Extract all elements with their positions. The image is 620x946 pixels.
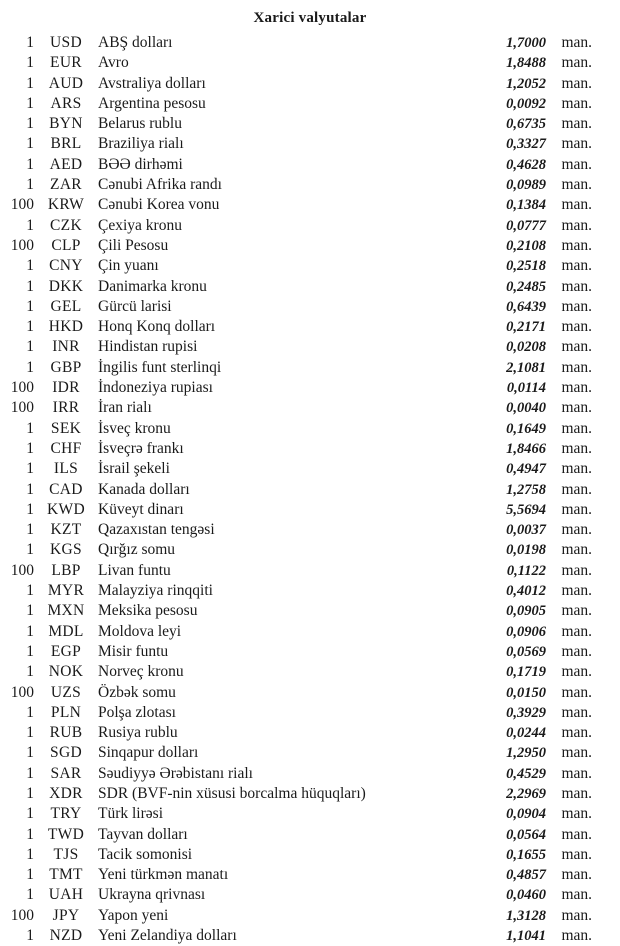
currency-name-cell: Honq Konq dolları bbox=[98, 318, 216, 336]
rate-cell: 0,0092 bbox=[506, 95, 546, 112]
currency-code-cell: KZT bbox=[50, 521, 82, 539]
currency-name-cell: BƏƏ dirhəmi bbox=[98, 155, 183, 173]
table-row bbox=[2, 317, 592, 337]
currency-name-cell: Çili Pesosu bbox=[98, 236, 169, 254]
table-row bbox=[2, 134, 592, 154]
currency-code-cell: NZD bbox=[49, 927, 83, 945]
table-row bbox=[2, 337, 592, 357]
currency-code-cell: TWD bbox=[47, 825, 85, 843]
quantity-cell: 1 bbox=[26, 866, 34, 884]
rate-cell: 0,0150 bbox=[506, 684, 546, 701]
currency-code-cell: INR bbox=[52, 338, 80, 356]
unit-cell: man. bbox=[561, 927, 592, 945]
currency-code-cell: CNY bbox=[49, 257, 83, 275]
table-row bbox=[2, 825, 592, 845]
quantity-cell: 1 bbox=[26, 74, 34, 92]
quantity-cell: 100 bbox=[10, 399, 34, 417]
currency-name-cell: Misir funtu bbox=[98, 642, 169, 660]
rate-cell: 1,7000 bbox=[506, 35, 546, 51]
currency-code-cell: ARS bbox=[50, 94, 82, 112]
currency-name-cell: İsrail şekeli bbox=[98, 460, 170, 478]
rate-cell: 1,2758 bbox=[506, 481, 546, 498]
currency-code-cell: SEK bbox=[50, 419, 82, 437]
unit-cell: man. bbox=[561, 805, 592, 823]
table-row bbox=[2, 480, 592, 500]
currency-code-cell: UAH bbox=[48, 886, 84, 904]
unit-cell: man. bbox=[561, 784, 592, 802]
currency-name-cell: Argentina pesosu bbox=[98, 94, 206, 112]
currency-code-cell: KWD bbox=[47, 500, 85, 518]
currency-code-cell: KRW bbox=[47, 196, 85, 214]
currency-code-cell: PLN bbox=[50, 703, 82, 721]
table-row bbox=[2, 642, 592, 662]
unit-cell: man. bbox=[561, 176, 592, 194]
quantity-cell: 1 bbox=[26, 439, 34, 457]
currency-code-cell: TMT bbox=[49, 866, 83, 884]
table-row bbox=[2, 926, 592, 946]
currency-code-cell: IDR bbox=[52, 379, 80, 397]
rate-cell: 0,4529 bbox=[506, 765, 546, 782]
currency-name-cell: Avstraliya dolları bbox=[98, 74, 206, 92]
currency-code-cell: GBP bbox=[50, 358, 82, 376]
currency-code-cell: AED bbox=[49, 155, 83, 173]
currency-code-cell: USD bbox=[50, 34, 82, 51]
table-row bbox=[2, 358, 592, 378]
rate-cell: 0,1649 bbox=[506, 420, 546, 437]
table-row bbox=[2, 683, 592, 703]
currency-name-cell: Belarus rublu bbox=[98, 115, 182, 133]
unit-cell: man. bbox=[561, 724, 592, 742]
currency-name-cell: Avro bbox=[98, 54, 129, 72]
table-row bbox=[2, 53, 592, 73]
currency-code-cell: CLP bbox=[51, 236, 81, 254]
table-row bbox=[2, 195, 592, 215]
rate-cell: 0,0040 bbox=[506, 400, 546, 417]
table-row bbox=[2, 94, 592, 114]
rate-cell: 2,1081 bbox=[506, 359, 546, 376]
currency-name-cell: Tacik somonisi bbox=[98, 845, 193, 863]
rate-cell: 1,8466 bbox=[506, 440, 546, 457]
currency-name-cell: İsveçrə frankı bbox=[98, 439, 184, 457]
currency-name-cell: Yeni türkmən manatı bbox=[98, 866, 229, 884]
quantity-cell: 1 bbox=[26, 602, 34, 620]
currency-name-cell: Norveç kronu bbox=[98, 663, 184, 681]
currency-code-cell: DKK bbox=[48, 277, 84, 295]
rate-cell: 0,3327 bbox=[506, 136, 546, 153]
quantity-cell: 1 bbox=[26, 419, 34, 437]
currency-name-cell: Küveyt dinarı bbox=[98, 500, 184, 518]
currency-name-cell: Yapon yeni bbox=[98, 906, 169, 924]
rate-cell: 0,4628 bbox=[506, 156, 546, 173]
table-row bbox=[2, 74, 592, 94]
quantity-cell: 1 bbox=[26, 886, 34, 904]
unit-cell: man. bbox=[561, 906, 592, 924]
quantity-cell: 1 bbox=[26, 135, 34, 153]
currency-code-cell: CAD bbox=[49, 480, 83, 498]
rate-cell: 0,0037 bbox=[506, 522, 546, 539]
unit-cell: man. bbox=[561, 642, 592, 660]
table-row bbox=[2, 155, 592, 175]
unit-cell: man. bbox=[561, 866, 592, 884]
currency-code-cell: BRL bbox=[50, 135, 82, 153]
currency-name-cell: Meksika pesosu bbox=[98, 602, 198, 620]
table-row bbox=[2, 277, 592, 297]
table-row bbox=[2, 723, 592, 743]
table-row bbox=[2, 439, 592, 459]
currency-name-cell: Qırğız somu bbox=[98, 541, 176, 559]
table-row bbox=[2, 500, 592, 520]
table-row bbox=[2, 622, 592, 642]
unit-cell: man. bbox=[561, 236, 592, 254]
quantity-cell: 1 bbox=[26, 318, 34, 336]
rate-cell: 0,4857 bbox=[506, 867, 546, 884]
quantity-cell: 1 bbox=[26, 784, 34, 802]
currency-name-cell: Rusiya rublu bbox=[98, 724, 178, 742]
unit-cell: man. bbox=[561, 622, 592, 640]
unit-cell: man. bbox=[561, 845, 592, 863]
unit-cell: man. bbox=[561, 602, 592, 620]
rate-cell: 0,0114 bbox=[506, 380, 546, 397]
currency-code-cell: MXN bbox=[47, 602, 85, 620]
currency-name-cell: Gürcü larisi bbox=[98, 297, 172, 315]
rate-cell: 0,0904 bbox=[506, 806, 546, 823]
unit-cell: man. bbox=[561, 135, 592, 153]
unit-cell: man. bbox=[561, 764, 592, 782]
currency-name-cell: Cənubi Korea vonu bbox=[98, 196, 220, 214]
unit-cell: man. bbox=[561, 500, 592, 518]
currency-name-cell: ABŞ dolları bbox=[98, 34, 173, 51]
table-row bbox=[2, 540, 592, 560]
rate-cell: 0,0198 bbox=[506, 542, 546, 559]
quantity-cell: 1 bbox=[26, 927, 34, 945]
currency-code-cell: EGP bbox=[50, 642, 82, 660]
table-row bbox=[2, 581, 592, 601]
quantity-cell: 100 bbox=[10, 906, 34, 924]
quantity-cell: 1 bbox=[26, 54, 34, 72]
rate-cell: 0,0564 bbox=[506, 826, 546, 843]
unit-cell: man. bbox=[561, 419, 592, 437]
currency-name-cell: İran rialı bbox=[98, 399, 152, 417]
quantity-cell: 1 bbox=[26, 825, 34, 843]
unit-cell: man. bbox=[561, 683, 592, 701]
currency-name-cell: Polşa zlotası bbox=[98, 703, 176, 721]
rate-cell: 0,6735 bbox=[506, 116, 546, 133]
table-row bbox=[2, 865, 592, 885]
quantity-cell: 1 bbox=[26, 582, 34, 600]
currency-code-cell: CHF bbox=[50, 439, 82, 457]
table-row bbox=[2, 784, 592, 804]
currency-code-cell: SAR bbox=[50, 764, 82, 782]
quantity-cell: 1 bbox=[26, 521, 34, 539]
unit-cell: man. bbox=[561, 74, 592, 92]
quantity-cell: 1 bbox=[26, 277, 34, 295]
currency-name-cell: İsveç kronu bbox=[98, 419, 171, 437]
quantity-cell: 1 bbox=[26, 115, 34, 133]
page-title: Xarici valyutalar bbox=[253, 10, 367, 26]
rate-cell: 0,0569 bbox=[506, 643, 546, 660]
rate-cell: 0,1384 bbox=[506, 197, 546, 214]
currency-code-cell: HKD bbox=[48, 318, 84, 336]
currency-code-cell: ZAR bbox=[50, 176, 82, 194]
quantity-cell: 1 bbox=[26, 764, 34, 782]
unit-cell: man. bbox=[561, 886, 592, 904]
currency-code-cell: CZK bbox=[50, 216, 82, 234]
table-row bbox=[2, 256, 592, 276]
table-row bbox=[2, 33, 592, 53]
quantity-cell: 1 bbox=[26, 703, 34, 721]
currency-code-cell: UZS bbox=[50, 683, 82, 701]
currency-name-cell: SDR (BVF-nin xüsusi borcalma hüquqları) bbox=[98, 784, 366, 802]
quantity-cell: 1 bbox=[26, 622, 34, 640]
table-row bbox=[2, 114, 592, 134]
table-row bbox=[2, 703, 592, 723]
rate-cell: 0,2108 bbox=[506, 237, 546, 254]
quantity-cell: 1 bbox=[26, 94, 34, 112]
rate-cell: 0,3929 bbox=[506, 704, 546, 721]
table-row bbox=[2, 743, 592, 763]
currency-name-cell: Çin yuanı bbox=[98, 257, 159, 275]
quantity-cell: 1 bbox=[26, 744, 34, 762]
quantity-cell: 1 bbox=[26, 845, 34, 863]
table-row bbox=[2, 175, 592, 195]
unit-cell: man. bbox=[561, 94, 592, 112]
currency-code-cell: MYR bbox=[47, 582, 85, 600]
currency-name-cell: Yeni Zelandiya dolları bbox=[98, 927, 237, 945]
table-row bbox=[2, 297, 592, 317]
currency-name-cell: Səudiyyə Ərəbistanı rialı bbox=[98, 764, 253, 782]
rate-cell: 0,0208 bbox=[506, 339, 546, 356]
quantity-cell: 1 bbox=[26, 724, 34, 742]
table-row bbox=[2, 378, 592, 398]
rate-cell: 0,0777 bbox=[506, 217, 546, 234]
rate-cell: 0,6439 bbox=[506, 298, 546, 315]
unit-cell: man. bbox=[561, 399, 592, 417]
quantity-cell: 1 bbox=[26, 460, 34, 478]
unit-cell: man. bbox=[561, 744, 592, 762]
currency-name-cell: İngilis funt sterlinqi bbox=[98, 358, 222, 376]
quantity-cell: 1 bbox=[26, 642, 34, 660]
currency-name-cell: Danimarka kronu bbox=[98, 277, 207, 295]
unit-cell: man. bbox=[561, 541, 592, 559]
quantity-cell: 1 bbox=[26, 297, 34, 315]
currency-name-cell: Ukrayna qrivnası bbox=[98, 886, 206, 904]
unit-cell: man. bbox=[561, 196, 592, 214]
currency-name-cell: Cənubi Afrika randı bbox=[98, 176, 222, 194]
quantity-cell: 100 bbox=[10, 379, 34, 397]
quantity-cell: 1 bbox=[26, 176, 34, 194]
table-row bbox=[2, 520, 592, 540]
currency-code-cell: MDL bbox=[48, 622, 84, 640]
currency-code-cell: ILS bbox=[53, 460, 79, 478]
currency-name-cell: Malayziya rinqqiti bbox=[98, 582, 213, 600]
rate-cell: 0,2485 bbox=[506, 278, 546, 295]
currency-code-cell: NOK bbox=[48, 663, 84, 681]
rate-cell: 0,1122 bbox=[506, 562, 546, 579]
currency-code-cell: GEL bbox=[50, 297, 82, 315]
currency-code-cell: AUD bbox=[48, 74, 84, 92]
unit-cell: man. bbox=[561, 257, 592, 275]
currency-name-cell: İndoneziya rupiası bbox=[98, 379, 213, 397]
quantity-cell: 1 bbox=[26, 216, 34, 234]
unit-cell: man. bbox=[561, 34, 592, 51]
currency-name-cell: Türk lirəsi bbox=[98, 805, 163, 823]
table-row bbox=[2, 601, 592, 621]
currency-rates-table bbox=[2, 33, 592, 946]
table-row bbox=[2, 236, 592, 256]
currency-code-cell: BYN bbox=[49, 115, 83, 133]
unit-cell: man. bbox=[561, 521, 592, 539]
rate-cell: 1,8488 bbox=[506, 55, 546, 72]
rate-cell: 0,0989 bbox=[506, 177, 546, 194]
rate-cell: 2,2969 bbox=[506, 785, 546, 802]
unit-cell: man. bbox=[561, 115, 592, 133]
currency-name-cell: Sinqapur dolları bbox=[98, 744, 199, 762]
unit-cell: man. bbox=[561, 703, 592, 721]
currency-code-cell: TRY bbox=[50, 805, 82, 823]
quantity-cell: 1 bbox=[26, 155, 34, 173]
quantity-cell: 1 bbox=[26, 338, 34, 356]
currency-code-cell: XDR bbox=[49, 784, 83, 802]
currency-code-cell: EUR bbox=[50, 54, 82, 72]
quantity-cell: 100 bbox=[10, 196, 34, 214]
unit-cell: man. bbox=[561, 155, 592, 173]
quantity-cell: 100 bbox=[10, 683, 34, 701]
unit-cell: man. bbox=[561, 663, 592, 681]
rate-cell: 1,2052 bbox=[506, 75, 546, 92]
currency-code-cell: TJS bbox=[53, 845, 79, 863]
currency-code-cell: KGS bbox=[50, 541, 82, 559]
currency-name-cell: Braziliya rialı bbox=[98, 135, 184, 153]
rate-cell: 0,4947 bbox=[506, 461, 546, 478]
currency-name-cell: Livan funtu bbox=[98, 561, 171, 579]
rate-cell: 1,2950 bbox=[506, 745, 546, 762]
rate-cell: 1,1041 bbox=[506, 928, 546, 945]
currency-name-cell: Qazaxıstan tengəsi bbox=[98, 521, 215, 539]
quantity-cell: 100 bbox=[10, 236, 34, 254]
table-row bbox=[2, 764, 592, 784]
unit-cell: man. bbox=[561, 338, 592, 356]
table-row bbox=[2, 804, 592, 824]
quantity-cell: 100 bbox=[10, 561, 34, 579]
rate-cell: 1,3128 bbox=[506, 907, 546, 924]
currency-name-cell: Moldova leyi bbox=[98, 622, 182, 640]
quantity-cell: 1 bbox=[26, 358, 34, 376]
rate-cell: 5,5694 bbox=[506, 501, 546, 518]
table-row bbox=[2, 906, 592, 926]
unit-cell: man. bbox=[561, 561, 592, 579]
currency-name-cell: Çexiya kronu bbox=[98, 216, 182, 234]
table-row bbox=[2, 216, 592, 236]
rate-cell: 0,0244 bbox=[506, 725, 546, 742]
table-row bbox=[2, 459, 592, 479]
unit-cell: man. bbox=[561, 318, 592, 336]
rate-cell: 0,2171 bbox=[506, 319, 546, 336]
rate-cell: 0,1719 bbox=[506, 664, 546, 681]
unit-cell: man. bbox=[561, 277, 592, 295]
unit-cell: man. bbox=[561, 297, 592, 315]
table-row bbox=[2, 419, 592, 439]
table-row bbox=[2, 662, 592, 682]
currency-name-cell: Hindistan rupisi bbox=[98, 338, 198, 356]
currency-code-cell: SGD bbox=[50, 744, 82, 762]
unit-cell: man. bbox=[561, 582, 592, 600]
currency-code-cell: RUB bbox=[49, 724, 83, 742]
table-row bbox=[2, 561, 592, 581]
quantity-cell: 1 bbox=[26, 500, 34, 518]
rate-cell: 0,0906 bbox=[506, 623, 546, 640]
quantity-cell: 1 bbox=[26, 541, 34, 559]
quantity-cell: 1 bbox=[26, 34, 34, 51]
currency-code-cell: JPY bbox=[52, 906, 80, 924]
quantity-cell: 1 bbox=[26, 480, 34, 498]
currency-code-cell: IRR bbox=[52, 399, 80, 417]
unit-cell: man. bbox=[561, 460, 592, 478]
table-row bbox=[2, 398, 592, 418]
table-row bbox=[2, 845, 592, 865]
currency-code-cell: LBP bbox=[51, 561, 81, 579]
unit-cell: man. bbox=[561, 439, 592, 457]
quantity-cell: 1 bbox=[26, 805, 34, 823]
unit-cell: man. bbox=[561, 480, 592, 498]
unit-cell: man. bbox=[561, 358, 592, 376]
rate-cell: 0,4012 bbox=[506, 583, 546, 600]
currency-name-cell: Tayvan dolları bbox=[98, 825, 188, 843]
rate-cell: 0,0460 bbox=[506, 887, 546, 904]
currency-name-cell: Özbək somu bbox=[98, 683, 176, 701]
rate-cell: 0,1655 bbox=[506, 846, 546, 863]
quantity-cell: 1 bbox=[26, 257, 34, 275]
unit-cell: man. bbox=[561, 216, 592, 234]
unit-cell: man. bbox=[561, 54, 592, 72]
quantity-cell: 1 bbox=[26, 663, 34, 681]
unit-cell: man. bbox=[561, 825, 592, 843]
table-row bbox=[2, 885, 592, 905]
rate-cell: 0,2518 bbox=[506, 258, 546, 275]
rate-cell: 0,0905 bbox=[506, 603, 546, 620]
unit-cell: man. bbox=[561, 379, 592, 397]
currency-name-cell: Kanada dolları bbox=[98, 480, 190, 498]
